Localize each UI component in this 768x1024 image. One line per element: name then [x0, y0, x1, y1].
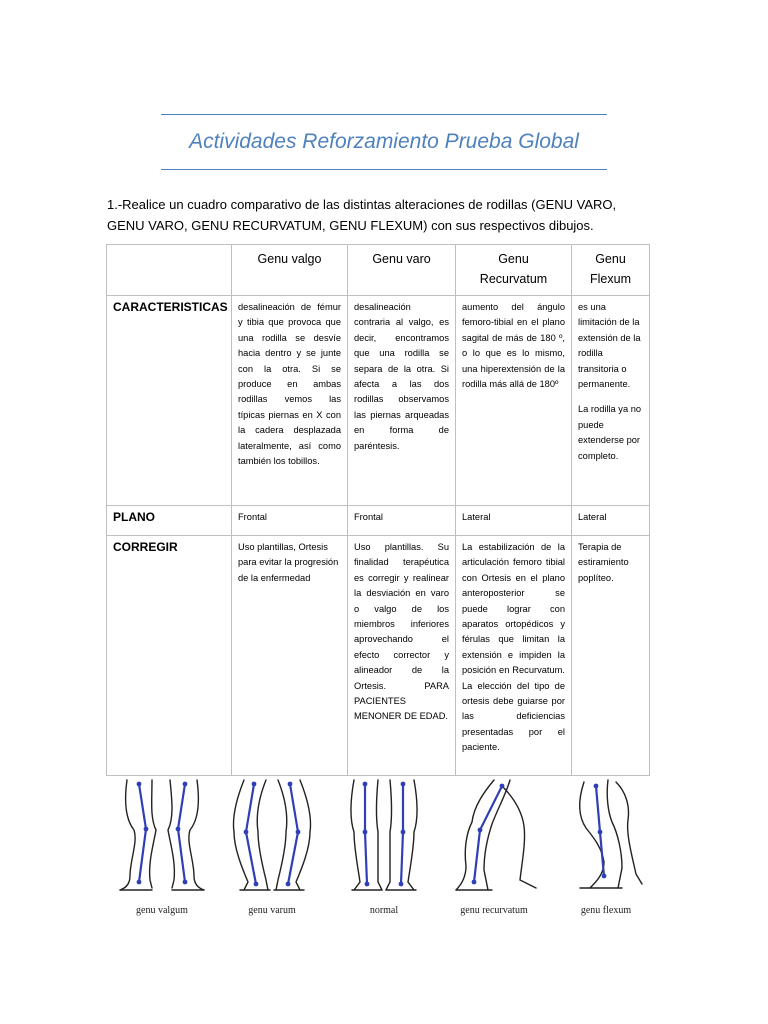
genu-varum-figure	[222, 772, 322, 922]
table-cell: Frontal	[232, 506, 348, 536]
genu-varum-legs-icon	[222, 772, 322, 904]
table-header-row	[107, 245, 650, 296]
table-cell: Uso plantillas, Ortesis para evitar la progresión de la enfermedad	[232, 536, 348, 776]
table-cell	[232, 296, 348, 506]
header-genu-flexum: Genu Flexum	[572, 245, 650, 296]
table-cell: La estabilización de la articulación femoro tibial con Ortesis en el plano anteroposterior se puede lograr con aparatos ortopédicos y férulas que limitan la extensión e impiden la posición en Recurvatum. La elección del tipo de ortesis debe guiarse por las deficiencias presentadas por el paciente.	[456, 536, 572, 776]
cell-text: desalineación de fémur y tibia que provoca que una rodilla se desvíe hacia dentro y se junte con la otra. Si se produce en ambas rodillas vemos las típicas piernas en X con la cadera desplazada lateralmente, así como también los tobillos.	[238, 302, 341, 467]
genu-recurvatum-figure	[444, 772, 544, 922]
table-cell	[456, 296, 572, 506]
genu-valgum-legs-icon	[112, 772, 212, 904]
header-genu-varo: Genu varo	[348, 245, 456, 296]
comparison-table	[106, 244, 650, 776]
cell-text: La rodilla ya no puede extenderse por completo.	[578, 404, 642, 461]
knee-alignment-illustrations	[112, 772, 652, 922]
header-genu-recurvatum: Genu Recurvatum	[456, 245, 572, 296]
table-cell: Lateral	[456, 506, 572, 536]
title-rule-top	[161, 114, 607, 115]
figure-label-normal: normal	[369, 905, 399, 916]
genu-valgum-figure	[112, 772, 212, 922]
genu-recurvatum-legs-icon	[444, 772, 544, 904]
table-row	[107, 506, 650, 536]
normal-figure	[334, 772, 434, 922]
row-label-caracteristicas: CARACTERISTICAS	[107, 296, 232, 506]
table-row	[107, 536, 650, 776]
genu-flexum-figure	[556, 772, 656, 922]
header-genu-valgo: Genu valgo	[232, 245, 348, 296]
figure-label-genu-recurvatum: genu recurvatum	[460, 905, 528, 916]
table-cell: Lateral	[572, 506, 650, 536]
cell-text: es una limitación de la extensión de la rodilla transitoria o permanente.	[578, 302, 641, 390]
question-text: 1.-Realice un cuadro comparativo de las distintas alteraciones de rodillas (GENU VARO, GENU VARO, GENU RECURVATUM, GENU FLEXUM) con sus respectivos dibujos.	[107, 197, 617, 233]
genu-flexum-legs-icon	[556, 772, 656, 904]
normal-legs-icon	[334, 772, 434, 904]
cell-text: desalineación contraria al valgo, es decir, encontramos que una rodilla se separa de la otra. Si afecta a las dos rodillas observamos las piernas arqueadas en forma de paréntesis.	[354, 302, 449, 451]
figure-label-genu-varum: genu varum	[248, 905, 296, 916]
table-cell: Uso plantillas. Su finalidad terapéutica es corregir y realinear la desviación en varo o valgo de los miembros inferiores aprovechando el efecto corrector y alineador de la Ortesis. PARA PACIENTES MENONER DE EDAD.	[348, 536, 456, 776]
header-corner-cell	[107, 245, 232, 296]
row-label-plano: PLANO	[107, 506, 232, 536]
table-cell: Terapia de estiramiento poplíteo.	[572, 536, 650, 776]
table-cell	[348, 296, 456, 506]
row-label-corregir: CORREGIR	[107, 536, 232, 776]
table-cell	[572, 296, 650, 506]
page-title: Actividades Reforzamiento Prueba Global	[189, 130, 579, 153]
title-rule-bottom	[161, 169, 607, 170]
figure-label-genu-flexum: genu flexum	[580, 905, 632, 916]
table-row	[107, 296, 650, 506]
table-cell: Frontal	[348, 506, 456, 536]
cell-text: aumento del ángulo femoro-tibial en el plano sagital de más de 180 º, o lo que es lo mismo, una hiperextensión de la rodilla más allá de 180º	[462, 302, 565, 390]
figure-label-genu-valgum: genu valgum	[136, 905, 188, 916]
